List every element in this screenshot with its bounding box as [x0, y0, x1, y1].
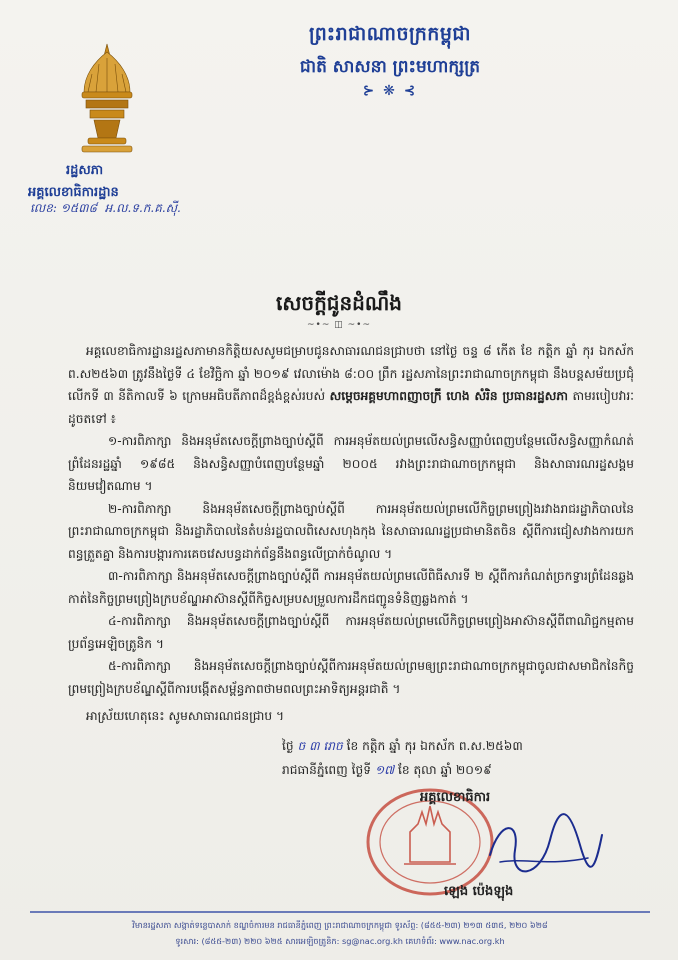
- organization-name: រដ្ឋសភា: [66, 163, 104, 178]
- organization-department: អគ្គលេខាធិការដ្ឋាន: [28, 185, 119, 200]
- solar-date-prefix: រាជធានីភ្នំពេញ ថ្ងៃទី: [282, 763, 371, 777]
- closing-line: អាស្រ័យហេតុនេះ សូមសាធារណជនជ្រាប ។: [86, 709, 284, 723]
- agenda-item-5: ៥-ការពិភាក្សា និងអនុម័តសេចក្តីព្រាងច្បាប់ស្តីពីការអនុម័តយល់ព្រមឲ្យព្រះរាជាណាចក្រកម្ពុជាចូលជាសមាជិកនៃកិច្ចព្រមព្រៀងក្របខ័ណ្ឌស្តីពីការបង្កើតសម្ព័ន្ធភាពថាមពលព្រះអាទិត្យអន្តរជាតិ ។: [68, 659, 634, 696]
- intro-text: អគ្គលេខាធិការដ្ឋានរដ្ឋសភាមានកិត្តិយសសូមជម្រាបជូនសាធារណជនជ្រាបថា នៅថ្ងៃ ចន្ទ ៨ កើត ខែ កត្តិក ឆ្នាំ កុរ ឯកស័ក ព.ស២៥៦៣ ត្រូវនឹងថ្ងៃទី ៤ ខែវិច្ឆិកា ឆ្នាំ ២០១៩ វេលាម៉ោង ៨:០០ ព្រឹក រដ្ឋសភានៃព្រះរាជាណាចក្រកម្ពុជា នឹងបន្តសម័យប្រជុំលើកទី ៣ នីតិកាលទី ៦ ក្រោមអធិបតីភាពដ៏ខ្ពង់ខ្ពស់របស់: [68, 344, 634, 403]
- handwritten-signature: [470, 800, 610, 890]
- document-title: សេចក្តីជូនដំណឹង: [276, 291, 402, 315]
- agenda-item-1: ១-ការពិភាក្សា និងអនុម័តសេចក្តីព្រាងច្បាប់ស្តីពី ការអនុម័តយល់ព្រមលើសន្ធិសញ្ញាបំពេញបន្ថែមលើសន្ធិសញ្ញាកំណត់ព្រំដែនរដ្ឋឆ្នាំ ១៩៨៥ និងសន្ធិសញ្ញាបំពេញបន្ថែមឆ្នាំ ២០០៥ រវាងព្រះរាជាណាចក្រកម្ពុជា និងសាធារណរដ្ឋសង្គមនិយមវៀតណាម ។: [68, 434, 634, 493]
- footer-address: វិមានរដ្ឋសភា សង្កាត់ទន្លេបាសាក់ ខណ្ឌចំការមន រាជធានីភ្នំពេញ ព្រះរាជាណាចក្រកម្ពុជា ទូរស័ព្ទ: (៨៥៥-២៣) ២១៣ ៥៣៥, ២២០ ៦២៨: [132, 920, 548, 930]
- intro-end: តាមរបៀបវារៈដូចតទៅ ៖: [68, 389, 634, 426]
- president-name: សម្តេចអគ្គមហាពញាចក្រី ហេង សំរិន ប្រធានរដ្ឋសភា: [329, 389, 569, 403]
- lunar-date-rest: ខែ កត្តិក ឆ្នាំ កុរ ឯកស័ក ព.ស.២៥៦៣: [346, 739, 523, 753]
- signer-name: ឡេង ប៉េងឡុង: [444, 884, 514, 899]
- intro-paragraph: [68, 340, 634, 430]
- header-flourish: ⊱ ❋ ⊰: [362, 83, 418, 99]
- reference-number: លេខ: ១៥៣៨ ​ អ.ល.ទ.ក.គ.ស៊ី.: [30, 201, 181, 215]
- agenda-item-3: ៣-ការពិភាក្សា និងអនុម័តសេចក្តីព្រាងច្បាប់ស្តីពី ការអនុម័តយល់ព្រមលើពិធីសារទី ២ ស្តីពីការកំណត់ច្រកទ្វារព្រំដែនឆ្លងកាត់នៃកិច្ចព្រមព្រៀងក្របខ័ណ្ឌអាស៊ានស្តីពីកិច្ចសម្របសម្រួលការដឹកជញ្ជូនទំនិញឆ្លងកាត់ ។: [68, 569, 634, 606]
- issuing-organization: [28, 162, 228, 203]
- agenda-item-2: ២-ការពិភាក្សា និងអនុម័តសេចក្តីព្រាងច្បាប់ស្តីពី ការអនុម័តយល់ព្រមលើកិច្ចព្រមព្រៀងរវាងរាជរដ្ឋាភិបាលនៃព្រះរាជាណាចក្រកម្ពុជា និងរដ្ឋាភិបាលនៃតំបន់រដ្ឋបាលពិសេសហុងកុង នៃសាធារណរដ្ឋប្រជាមានិតចិន ស្តីពីការជៀសវាងការយកពន្ធត្រួតគ្នា និងការបង្ការការគេចវេសបន្ធដាក់ព័ន្ធនឹងពន្ធលើប្រាក់ចំណូល ។: [68, 501, 634, 561]
- signer-title: អគ្គលេខាធិការ: [420, 790, 491, 805]
- footer-divider: [30, 911, 650, 913]
- solar-date-handwritten: ១៧: [374, 763, 395, 777]
- national-assembly-emblem-icon: [72, 42, 142, 157]
- kingdom-name: ព្រះរាជាណាចក្រកម្ពុជា: [309, 23, 471, 45]
- title-ornament: ~•~ ◫ ~•~: [306, 320, 371, 330]
- solar-date: [282, 762, 492, 780]
- national-motto: ជាតិ សាសនា ព្រះមហាក្សត្រ: [299, 57, 481, 77]
- footer-contact: ទូរសារ: (៨៥៥-២៣) ២២០ ៦២៥ សារអេឡិចត្រូនិក: sg@nac.org.kh គេហទំព័រ: www.nac.org.kh: [175, 936, 505, 946]
- lunar-date-handwritten: ច ៣ រោច: [297, 739, 343, 753]
- agenda-item-4: ៤-ការពិភាក្សា និងអនុម័តសេចក្តីព្រាងច្បាប់ស្តីពី ការអនុម័តយល់ព្រមលើកិច្ចព្រមព្រៀងអាស៊ានស្តីពីពាណិជ្ជកម្មតាមប្រព័ន្ធអេឡិចត្រូនិក ។: [68, 614, 634, 651]
- solar-date-rest: ខែ តុលា ឆ្នាំ ២០១៩: [397, 763, 492, 777]
- lunar-date-prefix: ថ្ងៃ: [282, 739, 294, 753]
- letterhead: [240, 22, 540, 99]
- lunar-date: [282, 738, 523, 756]
- notice-body: [68, 340, 634, 700]
